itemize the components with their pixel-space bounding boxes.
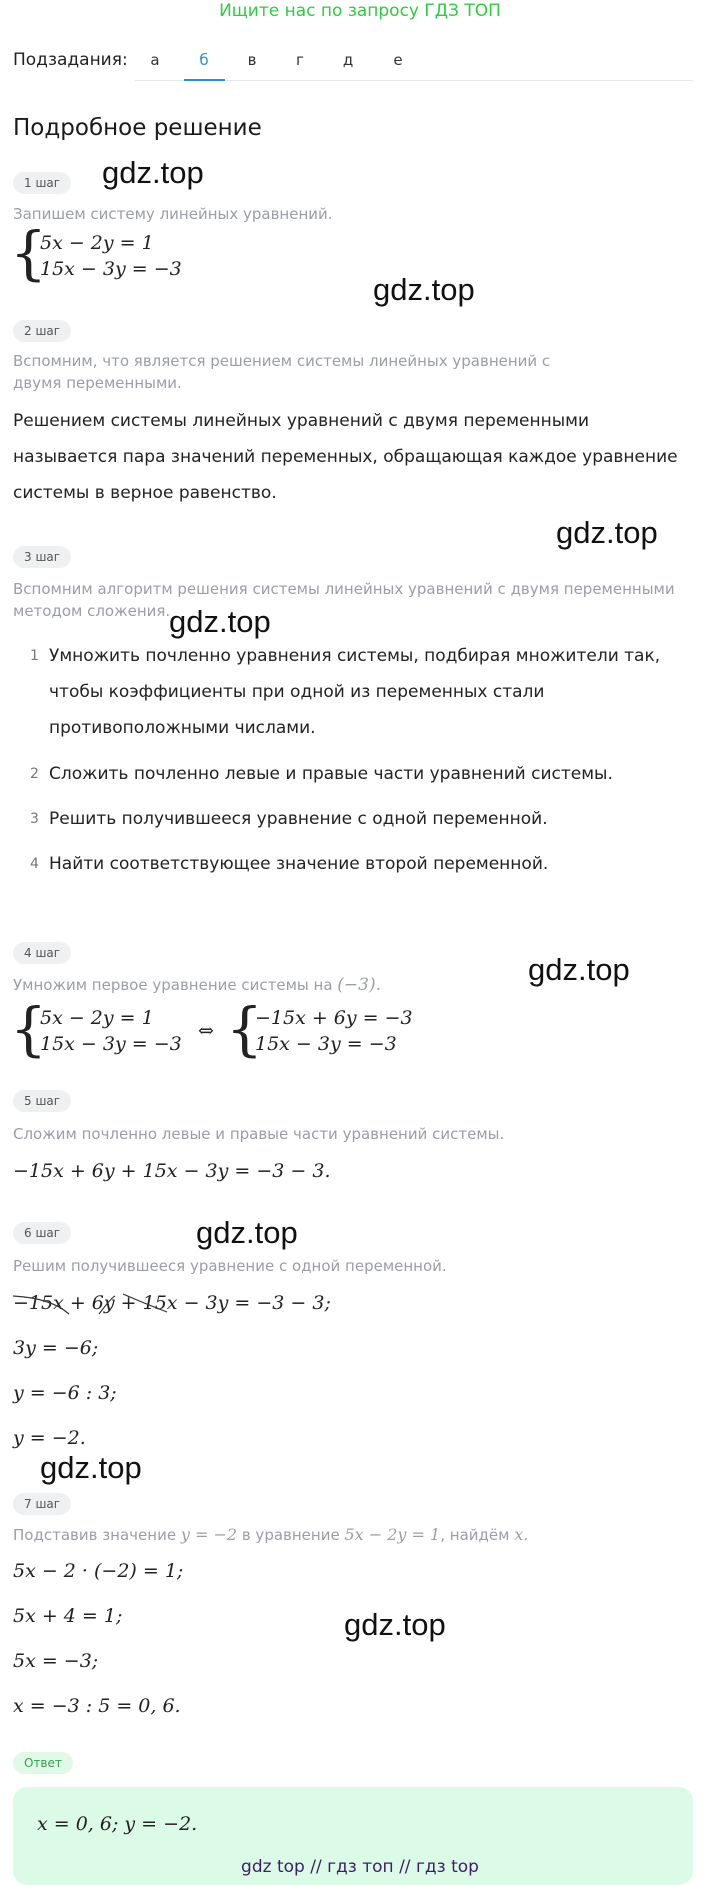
step-7-text: Подставив значение y = −2 в уравнение 5x − 2y = 1, найдём x. xyxy=(13,1525,529,1544)
subtasks-label: Подзадания: xyxy=(13,50,128,70)
list-item-number: 1 xyxy=(30,648,39,664)
step-2-definition: Решением системы линейных уравнений с двумя переменными называется пара значений переменных, обращающая каждое уравнение системы в верное равенство. xyxy=(13,411,678,503)
list-item-number: 3 xyxy=(30,811,39,827)
step-4-left-eq1: 5x − 2y = 1 xyxy=(40,1007,154,1029)
step-1-text: Запишем систему линейных уравнений. xyxy=(13,205,333,223)
step-6-chip: 6 шаг xyxy=(13,1222,71,1244)
step-6-line-4: y = −2. xyxy=(13,1427,86,1449)
answer-chip: Ответ xyxy=(13,1752,73,1774)
step-7-line-1: 5x − 2 · (−2) = 1; xyxy=(13,1560,184,1582)
search-banner[interactable]: Ищите нас по запросу ГДЗ ТОП xyxy=(219,1,501,21)
list-item: Умножить почленно уравнения системы, подбирая множители так, чтобы коэффициенты при одной из переменных стали противоположными числами. xyxy=(49,646,661,738)
step-2-text: Вспомним, что является решением системы линейных уравнений с двумя переменными. xyxy=(13,352,551,392)
tab-v[interactable]: в xyxy=(247,51,257,69)
step-4-text: Умножим первое уравнение системы на (−3). xyxy=(13,975,382,995)
step-3-text: Вспомним алгоритм решения системы линейных уравнений с двумя переменными методом сложения. xyxy=(13,580,675,620)
list-item: Решить получившееся уравнение с одной переменной. xyxy=(49,809,548,829)
system-brace: { xyxy=(10,219,47,287)
watermark: gdz.top xyxy=(528,952,630,987)
list-item: Найти соответствующее значение второй переменной. xyxy=(49,854,549,874)
list-item: Сложить почленно левые и правые части уравнений системы. xyxy=(49,764,613,784)
watermark: gdz.top xyxy=(373,272,475,307)
step-4-right-eq2: 15x − 3y = −3 xyxy=(255,1033,397,1055)
step-2-chip: 2 шаг xyxy=(13,320,71,342)
step-6-line-1: −15x + 6y + 15x − 3y = −3 − 3; xyxy=(13,1292,331,1314)
system-brace: { xyxy=(226,995,263,1063)
struck-terms: −15x + 6y + 15x xyxy=(13,1292,178,1314)
step-4-left-eq2: 15x − 3y = −3 xyxy=(40,1033,182,1055)
tab-e[interactable]: е xyxy=(393,51,403,69)
step-4-right-eq1: −15x + 6y = −3 xyxy=(255,1007,413,1029)
watermark: gdz.top xyxy=(102,155,204,190)
footer-link[interactable]: гдз топ xyxy=(327,1857,394,1877)
watermark: gdz.top xyxy=(556,515,658,550)
tab-d[interactable]: д xyxy=(342,51,354,69)
step-7-line-2: 5x + 4 = 1; xyxy=(13,1605,123,1627)
step-6-line-2: 3y = −6; xyxy=(13,1337,99,1359)
step-5-chip: 5 шаг xyxy=(13,1090,71,1112)
equivalence-symbol: ⇔ xyxy=(198,1020,214,1042)
step-7-chip: 7 шаг xyxy=(13,1493,71,1515)
step-1-chip: 1 шаг xyxy=(13,172,71,194)
tab-a[interactable]: а xyxy=(150,51,160,69)
step-3-chip: 3 шаг xyxy=(13,546,71,568)
step-6-line-3: y = −6 : 3; xyxy=(13,1382,117,1404)
tab-b[interactable]: б xyxy=(199,51,209,69)
step-1-eq2: 15x − 3y = −3 xyxy=(40,258,182,280)
footer-link[interactable]: гдз top xyxy=(415,1857,479,1877)
list-item-number: 2 xyxy=(30,766,39,782)
watermark: gdz.top xyxy=(344,1607,446,1642)
step-7-line-4: x = −3 : 5 = 0, 6. xyxy=(13,1695,181,1717)
system-brace: { xyxy=(10,995,47,1063)
watermark: gdz.top xyxy=(169,604,271,639)
tab-g[interactable]: г xyxy=(296,51,304,69)
step-6-text: Решим получившееся уравнение с одной переменной. xyxy=(13,1257,447,1275)
step-7-line-3: 5x = −3; xyxy=(13,1650,99,1672)
step-4-chip: 4 шаг xyxy=(13,942,71,964)
step-5-text: Сложим почленно левые и правые части уравнений системы. xyxy=(13,1125,505,1143)
solution-title: Подробное решение xyxy=(13,115,262,141)
list-item-number: 4 xyxy=(30,856,39,872)
factor-value: (−3). xyxy=(337,975,382,995)
answer-value: x = 0, 6; y = −2. xyxy=(37,1813,198,1835)
footer-link[interactable]: gdz top xyxy=(241,1857,305,1877)
watermark: gdz.top xyxy=(40,1450,142,1485)
footer-links: gdz top // гдз топ // гдз top xyxy=(241,1857,479,1877)
watermark: gdz.top xyxy=(196,1215,298,1250)
step-1-eq1: 5x − 2y = 1 xyxy=(40,232,154,254)
strike-lines xyxy=(11,1288,171,1322)
step-5-equation: −15x + 6y + 15x − 3y = −3 − 3. xyxy=(13,1160,331,1182)
active-tab-indicator xyxy=(184,79,225,81)
